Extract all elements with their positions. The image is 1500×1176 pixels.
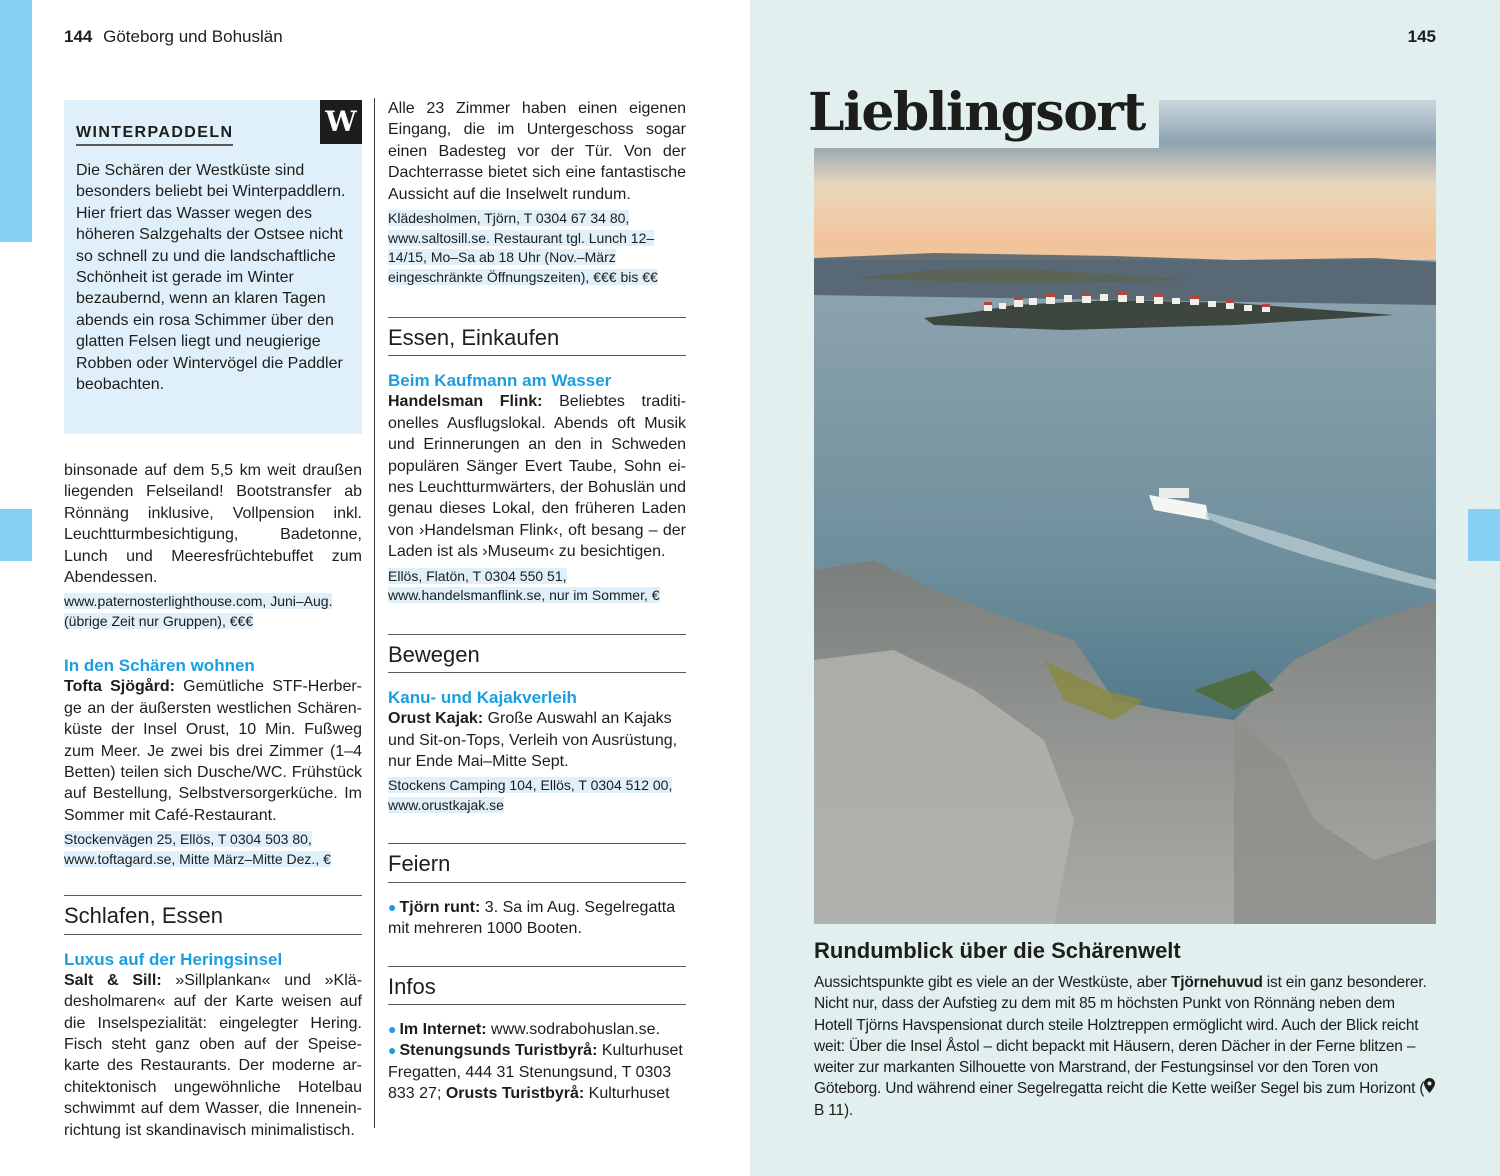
entry-orust-kajak bbox=[388, 687, 686, 815]
infobox-text: Die Schären der Westküste sind besonders beliebt bei Winterpaddlern. Hier friert das Wasser wegen des höheren Salzgehalts der Ostsee nicht so schnell zu und die landschaftliche Schönheit ist gerade im Winter bezaubernd, wenn an klaren Tagen abends ein rosa Schimmer über den glatten Felsen liegt und neugierige Robben oder Wintervögel die Paddler beobachten. bbox=[76, 162, 346, 394]
thumb-tab-right bbox=[1468, 509, 1500, 561]
entry-handelsman-flink bbox=[388, 370, 686, 605]
section-bewegen: Bewegen bbox=[388, 634, 686, 673]
subhead-heringsinsel: Luxus auf der Heringsinsel bbox=[64, 949, 283, 969]
w-badge-icon: W bbox=[320, 100, 362, 144]
map-pin-icon bbox=[1424, 1078, 1435, 1099]
highlight-tjoernehuvud: Tjörnehuvud bbox=[1171, 974, 1263, 991]
bullet-icon: ● bbox=[388, 1042, 397, 1059]
map-reference[interactable]: B 11 bbox=[814, 1101, 844, 1119]
section-schlafen-essen: Schlafen, Essen bbox=[64, 895, 362, 934]
thumb-tab-middle bbox=[0, 509, 32, 561]
page-number-right: 145 bbox=[1407, 27, 1436, 46]
entry-name: Tofta Sjögård: bbox=[64, 678, 175, 696]
entry-text: Gemütliche STF-Herberge an der äußersten westlichen Schärenküste der Insel Orust, 10 Min. Fußweg zum Meer. Je zwei bis drei Zimmer (1–4 Betten) teilen sich Dusche/WC. Frühstück auf Bestellung, Selbstversorgerküche. Im Sommer mit Café-Restaurant. bbox=[64, 678, 362, 824]
bullet-icon: ● bbox=[388, 1020, 397, 1037]
chapter-title: Göteborg und Bohuslän bbox=[103, 27, 283, 46]
column-divider bbox=[374, 98, 375, 1128]
entry-name: Salt & Sill: bbox=[64, 971, 162, 989]
entry-name: Orust Kajak: bbox=[388, 710, 484, 728]
entry-name: Handelsman Flink: bbox=[388, 393, 543, 411]
entry-tofta bbox=[64, 655, 362, 869]
info-line-flink: Ellös, Flatön, T 0304 550 51, www.handelsmanflink.se, nur im Sommer, € bbox=[388, 567, 660, 604]
subhead-kaufmann: Beim Kaufmann am Wasser bbox=[388, 371, 612, 391]
section-feiern: Feiern bbox=[388, 843, 686, 882]
lieblingsort-title-block bbox=[808, 82, 1159, 148]
bullet-icon: ● bbox=[388, 898, 397, 915]
winterpaddeln-infobox bbox=[64, 100, 362, 434]
subhead-schaeren-wohnen: In den Schären wohnen bbox=[64, 656, 255, 676]
infos-item-internet: ● Im Internet: www.sodrabohuslan.se. bbox=[388, 1020, 661, 1038]
continued-text: binsonade auf dem 5,5 km weit draußen liegenden Felseiland! Bootstransfer ab Rönnäng inklusive, Vollpension inkl. Leuchtturmbesichtigung, Badetonne, Lunch und Meeresfrüchtebuffet zum Abendessen. bbox=[64, 462, 362, 587]
lieblingsort-title: Lieblingsort bbox=[808, 82, 1145, 143]
section-essen-einkaufen: Essen, Einkaufen bbox=[388, 317, 686, 356]
info-line-kajak: Stockens Camping 104, Ellös, T 0304 512 00, www.orustkajak.se bbox=[388, 777, 673, 813]
photo-schaerenwelt bbox=[814, 100, 1436, 924]
entry-text: Große Auswahl an Kajaks und Sit-on-Tops, Verleih von Ausrüstung, nur Ende Mai–Mitte Sept. bbox=[388, 710, 678, 770]
page-number-left: 144 bbox=[64, 27, 93, 46]
column-2 bbox=[388, 98, 686, 1105]
feature-text: Aussichtspunkte gibt es viele an der Westküste, aber Tjörnehuvud ist ein ganz besonderer. Nicht nur, dass der Aufstieg zu dem mit 85 m höchsten Punkt von Rönnäng neben dem Hotell Tjörns Havspensionat durch steile Holztreppen ermöglicht wird. Auch der Blick reicht weit: Über die Insel Åstol – dicht bepackt mit Häusern, deren Dächer in der Ferne blitzen – weiter zur markanten Silhouette von Marstrand, der Festungsinsel vor den Toren von Göteborg. Und während einer Segelregatta reicht die Kette weißer Segel bis zum Horizont ( B 11). bbox=[814, 972, 1436, 1121]
infobox-title: WINTERPADDELN bbox=[76, 124, 233, 146]
info-line-tofta: Stockenvägen 25, Ellös, T 0304 503 80, www.toftagard.se, Mitte März–Mitte Dez., € bbox=[64, 831, 331, 867]
column-1 bbox=[64, 460, 362, 1141]
entry-text: Beliebtes traditionelles Ausflugslokal. Abends oft Musik und Erinnerungen an den in Schweden populären Sänger Evert Taube, Sohn eines Leuchtturmwärters, der Bohuslän und genau dieses Lokal, den früheren Laden von ›Handelsman Flink‹, oft besang – der Laden ist als ›Museum‹ zu besichtigen. bbox=[388, 393, 687, 561]
infos-item-turistbyra: ● Stenungsunds Turistbyrå: Kulturhuset Fregatten, 444 31 Stenungsund, T 0303 833 27; Orusts Turistbyrå: Kulturhuset bbox=[388, 1042, 683, 1103]
section-infos: Infos bbox=[388, 966, 686, 1005]
feiern-item: ● Tjörn runt: 3. Sa im Aug. Segelregatta mit mehreren 1000 Booten. bbox=[388, 898, 676, 938]
subhead-kajakverleih: Kanu- und Kajakverleih bbox=[388, 688, 577, 708]
thumb-tab-top bbox=[0, 0, 32, 242]
entry-salt-sill bbox=[64, 949, 362, 1141]
entry-text: »Sillplankan« und »Klädesholmaren« auf der Karte weisen auf die Inselspezialität: eingelegter Hering. Fisch steht ganz oben auf der Speisekarte des Restaurants. Der moderne architektonisch ungewöhnliche Hotelbau schwimmt auf dem Wasser, die Inneneinrichtung ist skandinavisch minimalistisch. bbox=[64, 971, 363, 1139]
running-head bbox=[64, 27, 283, 47]
feature-heading: Rundumblick über die Schärenwelt bbox=[814, 938, 1181, 963]
info-line-salt-sill: Klädesholmen, Tjörn, T 0304 67 34 80, www.saltosill.se. Restaurant tgl. Lunch 12–14/15, Mo–Sa ab 18 Uhr (Nov.–März eingeschränkte Öffnungszeiten), €€€ bis €€ bbox=[388, 210, 658, 285]
info-line-paternoster: www.paternosterlighthouse.com, Juni–Aug. (übrige Zeit nur Gruppen), €€€ bbox=[64, 593, 333, 629]
continued-text: Alle 23 Zimmer haben einen eigenen Eingang, die im Untergeschoss sogar einen Badesteg vor der Tür. Von der Dachterrasse bietet sich eine fantastische Aussicht auf die Inselwelt rundum. bbox=[388, 100, 686, 203]
